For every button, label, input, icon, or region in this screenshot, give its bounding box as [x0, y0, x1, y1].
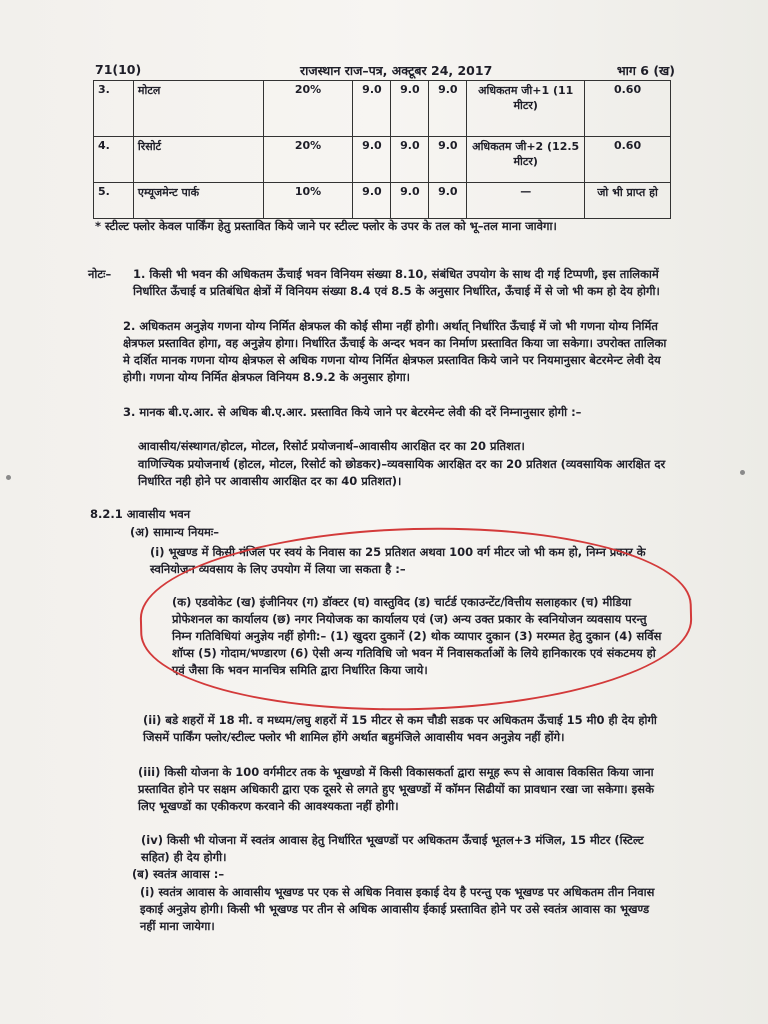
binder-mark	[6, 475, 11, 480]
setback-3: 9.0	[429, 137, 467, 183]
page-number: 71(10)	[95, 62, 142, 77]
rule-i: (i) भूखण्ड में किसी मंजिल पर स्वयं के निवास का 25 प्रतिशत अथवा 100 वर्ग मीटर जो भी कम हो, निम्न प्रकार के स्वनियोजन व्यवसाय के लिए उपयोग में लिया जा सकता है :–	[150, 545, 646, 576]
subsection-a: (अ) सामान्य नियमः–	[130, 525, 219, 539]
percentage: 20%	[263, 81, 353, 137]
setback-2: 9.0	[391, 137, 429, 183]
setback-3: 9.0	[429, 81, 467, 137]
serial-no: 4.	[94, 137, 134, 183]
setback-2: 9.0	[391, 183, 429, 219]
use-type: एम्यूजमेन्ट पार्क	[133, 183, 263, 219]
rule-iv: (iv) किसी भी योजना में स्वतंत्र आवास हेतु निर्धारित भूखण्डों पर अधिकतम ऊँचाई भूतल+3 मंजिल, 15 मीटर (स्टिल्ट सहित) ही देय होगी।	[141, 833, 644, 864]
rule-iii: (iii) किसी योजना के 100 वर्गमीटर तक के भूखण्डो में किसी विकासकर्ता द्वारा समूह रूप से आवास विकसित किया जाना प्रस्तावित होने पर सक्षम अधिकारी द्वारा एक दूसरे से लगते हुए भूखण्डों में कॉमन सिढीयों का प्रावधान रखा जा सकेगा। इसके लिए भूखण्डों का एकीकरण करवाने की आवश्यकता नहीं होगी।	[138, 765, 654, 813]
rule-ii: (ii) बडे शहरों में 18 मी. व मध्यम/लघु शहरों में 15 मीटर से कम चौडी सडक पर अधिकतम ऊँचाई 15 मी0 ही देय होगी जिसमें पार्किंग फ्लोर/स्टील्ट फ्लोर भी शामिल होंगे अर्थात बहुमंजिले आवासीय भवन अनुज्ञेय नहीं होंगे।	[143, 713, 657, 744]
land-use-table	[93, 80, 671, 219]
page-header	[95, 62, 675, 82]
setback-1: 9.0	[353, 183, 391, 219]
note-3a: आवासीय/संस्थागत/होटल, मोटल, रिसोर्ट प्रयोजनार्थ–आवासीय आरक्षित दर का 20 प्रतिशत।	[138, 439, 525, 453]
max-height: अधिकतम जी+2 (12.5 मीटर)	[467, 137, 585, 183]
far-value: जो भी प्राप्त हो	[585, 183, 671, 219]
serial-no: 5.	[94, 183, 134, 219]
setback-2: 9.0	[391, 81, 429, 137]
max-height: अधिकतम जी+1 (11 मीटर)	[467, 81, 585, 137]
table-row	[94, 137, 671, 183]
table-row	[94, 81, 671, 137]
section-heading: 8.2.1 आवासीय भवन	[90, 507, 191, 521]
note-2: 2. अधिकतम अनुज्ञेय गणना योग्य निर्मित क्षेत्रफल की कोई सीमा नहीं होगी। अर्थात् निर्धारित ऊँचाई में जो भी गणना योग्य निर्मित क्षेत्रफल प्रस्तावित होगा, वह अनुज्ञेय होगा। निर्धारित ऊँचाई के अन्दर भवन का निर्माण प्रस्तावित किया जा सकेगा। उपरोक्त तालिका मे दर्शित मानक गणना योग्य क्षेत्रफल से अधिक गणना योग्य निर्मित क्षेत्रफल प्रस्तावित किये जाने पर नियमानुसार बेटरमेन्ट लेवी देय होगी। गणना योग्य निर्मित क्षेत्रफल विनियम 8.9.2 के अनुसार होगा।	[123, 319, 667, 384]
use-type: मोटल	[133, 81, 263, 137]
percentage: 10%	[263, 183, 353, 219]
note-3: 3. मानक बी.ए.आर. से अधिक बी.ए.आर. प्रस्तावित किये जाने पर बेटरमेन्ट लेवी की दरें निम्नानुसार होगी :–	[123, 405, 582, 419]
setback-1: 9.0	[353, 81, 391, 137]
notes-label: नोटः–	[88, 267, 112, 281]
note-3b: वाणिज्यिक प्रयोजनार्थ (होटल, मोटल, रिसोर्ट को छोडकर)–व्यवसायिक आरक्षित दर का 20 प्रतिशत (व्यवसायिक आरक्षित दर निर्धारित नही होने पर आवासीय आरक्षित दर का 40 प्रतिशत)।	[138, 457, 666, 488]
use-type: रिसोर्ट	[133, 137, 263, 183]
footnote: * स्टील्ट फ्लोर केवल पार्किंग हेतु प्रस्तावित किये जाने पर स्टील्ट फ्लोर के उपर के तल को भू–तल माना जावेगा।	[95, 219, 557, 233]
note-1: 1. किसी भी भवन की अधिकतम ऊँचाई भवन विनियम संख्या 8.10, संबंधित उपयोग के साथ दी गई टिप्पणी, इस तालिकामें निर्धारित ऊँचाई व प्रतिबंधित क्षेत्रों में विनियम संख्या 8.4 एवं 8.5 के अनुसार निर्धारित, ऊँचाई में से जो भी कम हो देय होगी।	[133, 267, 660, 298]
rule-i-list: (क) एडवोकेट (ख) इंजीनियर (ग) डॉक्टर (घ) वास्तुविद (ड) चार्टर्ड एकाउन्टेंट/वित्तीय सलाहकार (च) मीडिया प्रोफेशनल का कार्यालय (छ) नगर नियोजक का कार्यालय एवं (ज) अन्य उक्त प्रकार के स्वनियोजन व्यवसाय परन्तु निम्न गतिविधियां अनुज्ञेय नहीं होगी:– (1) खुदरा दुकानें (2) थोक व्यापार दुकान (3) मरम्मत हेतु दुकान (4) सर्विस शॉप्स (5) गोदाम/भण्डारण (6) ऐसी अन्य गतिविधि जो भवन में निवासकर्ताओं के लिये हानिकारक एवं संकटमय हो एवं जैसा कि भवन मानचित्र समिति द्वारा निर्धारित किया जाये।	[172, 595, 662, 677]
percentage: 20%	[263, 137, 353, 183]
subsection-b: (ब) स्वतंत्र आवास :–	[132, 867, 225, 881]
binder-mark	[740, 470, 745, 475]
gazette-part: भाग 6 (ख)	[616, 63, 675, 78]
gazette-title: राजस्थान राज–पत्र, अक्टूबर 24, 2017	[300, 63, 493, 78]
table-row	[94, 183, 671, 219]
setback-1: 9.0	[353, 137, 391, 183]
setback-3: 9.0	[429, 183, 467, 219]
serial-no: 3.	[94, 81, 134, 137]
rule-b-i: (i) स्वतंत्र आवास के आवासीय भूखण्ड पर एक से अधिक निवास इकाई देय है परन्तु एक भूखण्ड पर अधिकतम तीन निवास इकाई अनुज्ञेय होगी। किसी भी भूखण्ड पर तीन से अधिक आवासीय ईकाई प्रस्तावित होने पर उसे स्वतंत्र आवास का भूखण्ड नहीं माना जायेगा।	[140, 885, 655, 933]
max-height: —	[467, 183, 585, 219]
far-value: 0.60	[585, 137, 671, 183]
far-value: 0.60	[585, 81, 671, 137]
